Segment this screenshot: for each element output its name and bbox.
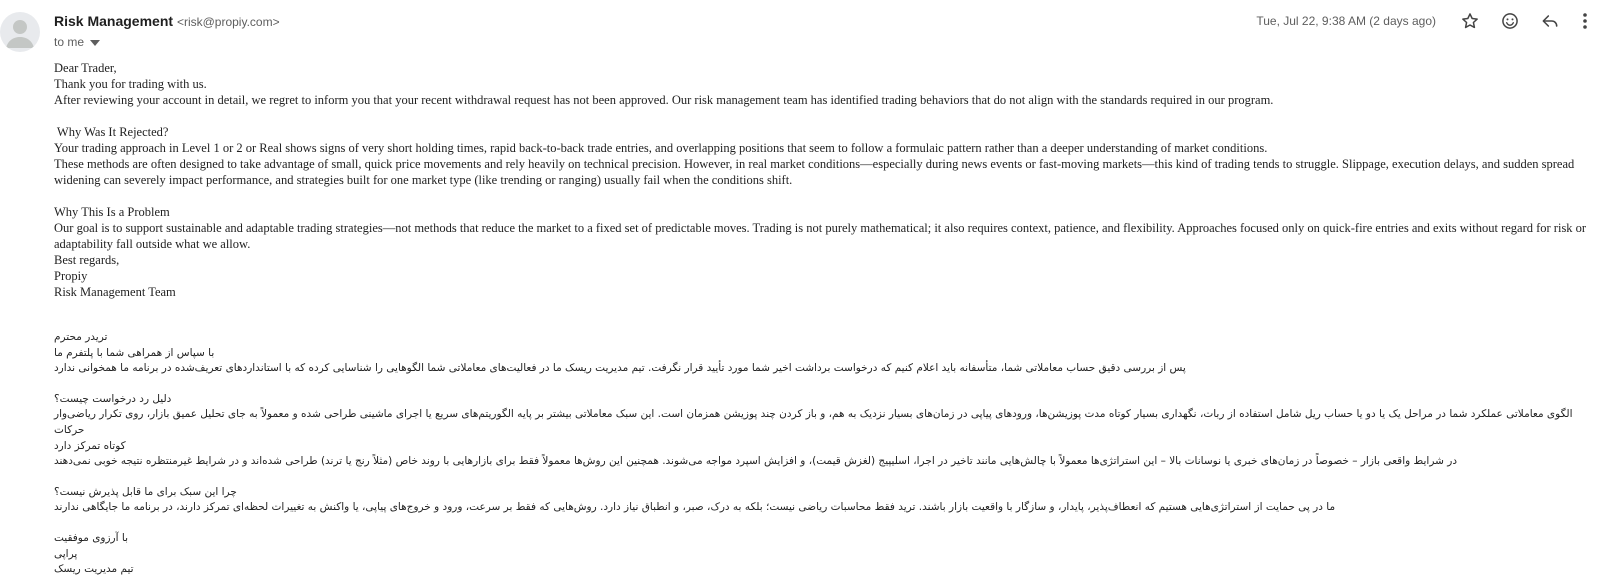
fa-team-name: تیم مدیریت ریسک [54, 563, 134, 576]
message-header [54, 11, 280, 50]
fa-intro-paragraph: پس از بررسی دقیق حساب معاملاتی شما، متأسفانه باید اعلام کنیم که درخواست برداشت اخیر شما مورد تأیید قرار نگرفت. تیم مدیریت ریسک ما در فعالیت‌های معاملاتی شما الگوهایی را شناسایی کرده که با استانداردهای تعریف‌شده در برنامه ما همخوانی ندارد [54, 362, 1186, 375]
sender-avatar[interactable] [0, 12, 40, 52]
message-actions [1256, 8, 1600, 34]
sender-name[interactable]: Risk Management [54, 13, 174, 29]
team-name: Risk Management Team [54, 285, 176, 299]
fa-heading-why-problem: چرا این سبک برای ما قابل پذیرش نیست؟ [54, 485, 237, 498]
paragraph-market-conditions: These methods are often designed to take advantage of small, quick price movements and rely heavily on technical precision. However, in real market conditions—especially during news events or fast-moving markets—this kind of trading tends to struggle. Slippage, execution delays, and sudden spread widening can severely impact performance, and strategies built for one market type (like trending or ranging) usually fail when the conditions shift. [54, 157, 1575, 187]
star-icon[interactable] [1450, 8, 1490, 34]
sender-email: <risk@propiy.com> [176, 15, 280, 29]
person-icon [0, 12, 40, 52]
fa-thanks-line: با سپاس از همراهی شما با پلتفرم ما [54, 346, 215, 359]
paragraph-goal: Our goal is to support sustainable and adaptable trading strategies—not methods that reduce the market to a fixed set of predictable moves. Trading is not purely mathematical; it also requires context, patience, and flexibility. Approaches focused only on quick-fire entries and exits without regard for risk or adaptability fall outside what we allow. [54, 221, 1587, 251]
thanks-line: Thank you for trading with us. [54, 77, 207, 91]
emoji-icon[interactable] [1490, 8, 1530, 34]
fa-company-name: پراپی [54, 547, 78, 560]
chevron-down-icon[interactable] [90, 34, 100, 50]
more-vert-icon[interactable] [1570, 8, 1600, 34]
message-date: Tue, Jul 22, 9:38 AM (2 days ago) [1256, 14, 1436, 28]
intro-paragraph: After reviewing your account in detail, we regret to inform you that your recent withdrawal request has not been approved. Our risk management team has identified trading behaviors that do not align with the standards required in our program. [54, 93, 1274, 107]
company-name: Propiy [54, 269, 88, 283]
greeting: Dear Trader, [54, 61, 117, 75]
persian-section [54, 330, 1600, 578]
heading-why-problem: Why This Is a Problem [54, 205, 170, 219]
fa-greeting: تریدر محترم [54, 331, 108, 343]
sender-line [54, 11, 280, 32]
paragraph-trading-approach: Your trading approach in Level 1 or 2 or Real shows signs of very short holding times, rapid back-to-back trade entries, and overlapping positions that seem to follow a formulaic pattern rather than a deeper understanding of market conditions. [54, 141, 1268, 155]
reply-icon[interactable] [1530, 8, 1570, 34]
fa-paragraph-trading-approach: الگوی معاملاتی عملکرد شما در مراحل یک یا دو یا حساب ریل شامل استفاده از ربات، نگهداری بسیار کوتاه مدت پوزیشن‌ها، ورودهای پیاپی در زمان‌های بسیار نزدیک به هم، و باز کردن چند پوزیشن همزمان است. این سبک معاملاتی بیشتر بر پایه الگوریتم‌های سریع یا اجرای ماشینی طراحی شده و معمولاً به جای تحلیل عمیق بازار، روی تکرار ریاضی‌وار حرکات [54, 408, 1573, 436]
message-body [54, 60, 1600, 578]
fa-heading-why-rejected: دلیل رد درخواست چیست؟ [54, 392, 172, 405]
heading-why-rejected: Why Was It Rejected? [54, 125, 169, 139]
fa-paragraph-trading-approach-end: کوتاه تمرکز دارد [54, 439, 126, 452]
fa-paragraph-goal: ما در پی حمایت از استراتژی‌هایی هستیم که انعطاف‌پذیر، پایدار، و سازگار با واقعیت بازار باشند. ترید فقط محاسبات ریاضی نیست؛ بلکه به درک، صبر، و انطباق نیاز دارد. روش‌هایی که فقط بر سرعت، ورود و خروج‌های پیاپی، یا واکنش به تغییرات لحظه‌ای تمرکز دارند، در برنامه ما جایگاهی ندارند [54, 501, 1336, 514]
signoff: Best regards, [54, 253, 120, 267]
recipient-label: to me [54, 35, 85, 49]
recipient-details-toggle[interactable] [54, 34, 280, 50]
fa-paragraph-market-conditions: در شرایط واقعی بازار – خصوصاً در زمان‌های خبری یا نوسانات بالا – این استراتژی‌ها معمولاً با چالش‌هایی مانند تاخیر در اجرا، اسلیپیج (لغزش قیمت)، و افزایش اسپرد مواجه می‌شوند. همچنین این روش‌ها معمولاً فقط برای بازارهایی با روند خاص (مثلاً رنج یا ترند) طراحی شده‌اند و در شرایط غیرمنتظره نتیجه خوبی نمی‌دهند [54, 455, 1457, 468]
fa-signoff: با آرزوی موفقیت [54, 531, 129, 544]
